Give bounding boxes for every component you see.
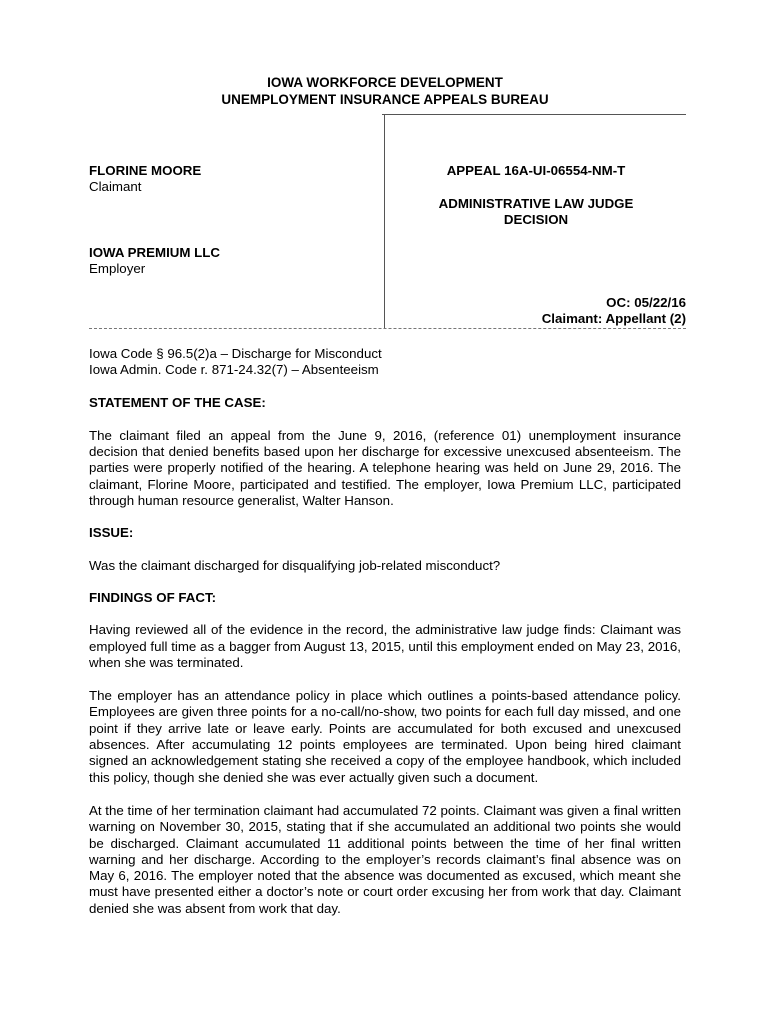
employer-name: IOWA PREMIUM LLC: [89, 245, 220, 260]
case-caption: [89, 114, 686, 330]
caption-top-rule: [382, 114, 686, 115]
issue-heading: ISSUE:: [89, 525, 134, 541]
decision-title-line1: ADMINISTRATIVE LAW JUDGE: [438, 196, 634, 211]
claimant-party: [89, 163, 201, 196]
decision-title-line2: DECISION: [503, 212, 569, 228]
statement-heading: STATEMENT OF THE CASE:: [89, 394, 266, 410]
document-header: [89, 74, 681, 108]
oc-block: [396, 295, 686, 328]
code-citation-2: Iowa Admin. Code r. 871-24.32(7) – Absenteeism: [89, 362, 379, 378]
caption-vertical-rule: [384, 114, 385, 329]
statement-paragraph: The claimant filed an appeal from the June 9, 2016, (reference 01) unemployment insurance decision that denied benefits based upon her discharge for excessive unexcused absenteeism. The parties were properly notified of the hearing. A telephone hearing was held on June 29, 2016. The claimant, Florine Moore, participated and testified. The employer, Iowa Premium LLC, participated through human resource generalist, Walter Hanson.: [89, 427, 681, 509]
employer-party: [89, 245, 220, 278]
decision-body: [89, 346, 681, 917]
claimant-role: Claimant: [89, 179, 142, 195]
decision-title: [389, 196, 683, 229]
employer-role: Employer: [89, 261, 146, 277]
decision-page: [89, 0, 686, 1024]
appellant-status: Claimant: Appellant (2): [541, 311, 686, 327]
findings-paragraph-3: At the time of her termination claimant had accumulated 72 points. Claimant was given a final written warning on November 30, 2015, stating that if she accumulated an additional two points she would be discharged. Claimant accumulated 11 additional points between the time of her final written warning and her discharge. According to the employer’s records claimant’s final absence was on May 6, 2016. The employer noted that the absence was documented as excused, which meant she must have presented either a doctor’s note or court order excusing her from work that day. Claimant denied she was absent from work that day.: [89, 802, 681, 916]
findings-heading: FINDINGS OF FACT:: [89, 589, 217, 605]
findings-paragraph-2: The employer has an attendance policy in place which outlines a points-based attendance policy. Employees are given three points for a no-call/no-show, two points for each full day missed, and one point if they arrive late or leave early. Points are accumulated for both excused and unexcused absences. After accumulating 12 points employees are terminated. Upon being hired claimant signed an acknowledgement stating she received a copy of the employee handbook, which included this policy, though she denied she was ever actually given such a document.: [89, 688, 681, 785]
code-citations: [89, 346, 681, 379]
bureau-name: UNEMPLOYMENT INSURANCE APPEALS BUREAU: [221, 92, 549, 107]
findings-paragraph-1: Having reviewed all of the evidence in the record, the administrative law judge finds: Claimant was employed full time as a bagger from August 13, 2015, until this employment ended on May 23, 2016, when she was terminated.: [89, 622, 681, 670]
code-citation-1: Iowa Code § 96.5(2)a – Discharge for Misconduct: [89, 346, 382, 361]
oc-date: OC: 05/22/16: [606, 295, 686, 310]
appeal-number: APPEAL 16A-UI-06554-NM-T: [446, 163, 626, 178]
agency-name: IOWA WORKFORCE DEVELOPMENT: [267, 75, 503, 90]
claimant-name: FLORINE MOORE: [89, 163, 202, 178]
issue-paragraph: Was the claimant discharged for disqualifying job-related misconduct?: [89, 557, 501, 573]
caption-bottom-rule: [89, 328, 686, 329]
